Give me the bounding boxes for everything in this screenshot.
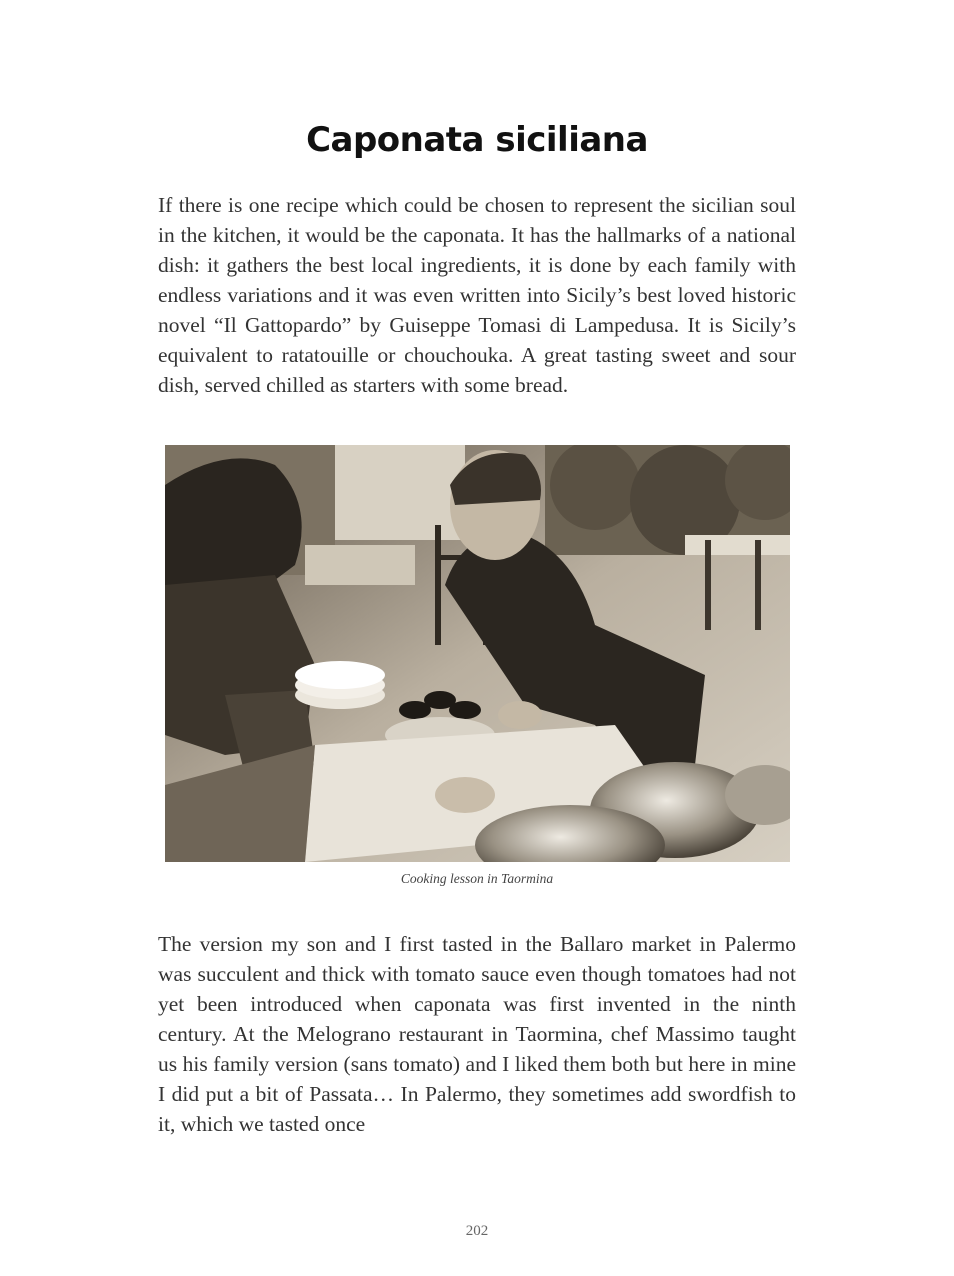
cooking-lesson-photo (165, 445, 790, 862)
page-title: Caponata siciliana (306, 120, 648, 160)
body-paragraph: The version my son and I first tasted in the Ballaro market in Palermo was succulent and thick with tomato sauce even though tomatoes had not yet been introduced when caponata was first invented in the ninth century. At the Melograno restaurant in Taormina, chef Massimo taught us his family version (sans tomato) and I liked them both but here in mine I did put a bit of Passata… In Palermo, they sometimes add swordfish to it, which we tasted once (158, 932, 796, 1136)
page-number: 202 (465, 1223, 489, 1239)
photo-caption: Cooking lesson in Taormina (400, 871, 554, 886)
intro-paragraph: If there is one recipe which could be chosen to represent the sicilian soul in the kitchen, it would be the caponata. It has the hallmarks of a national dish: it gathers the best local ingredients, it is done by each family with endless variations and it was even written into Sicily’s best loved historic novel “Il Gattopardo” by Guiseppe Tomasi di Lampedusa. It is Sicily’s equivalent to ratatouille or chouchouka. A great tasting sweet and sour dish, served chilled as starters with some bread. (158, 193, 796, 397)
